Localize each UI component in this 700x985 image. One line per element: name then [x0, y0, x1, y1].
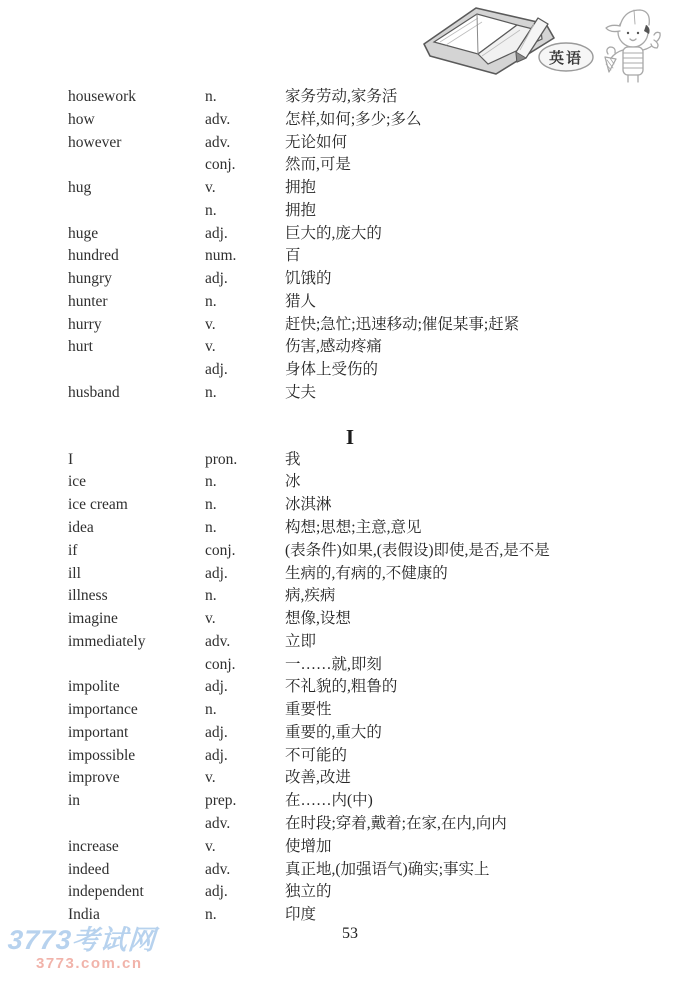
entry-pos: n.	[205, 519, 217, 537]
entry-pos: n.	[205, 496, 217, 514]
table-row	[68, 904, 632, 927]
entry-pos: v.	[205, 338, 216, 356]
entry-definition: 冰淇淋	[285, 496, 332, 514]
entry-pos: adv.	[205, 133, 231, 151]
entry-word: India	[68, 906, 100, 924]
entry-definition: 我	[285, 450, 301, 468]
entry-definition: 病,疾病	[285, 587, 336, 605]
watermark-domain: 3773.com.cn	[36, 955, 143, 972]
entry-word: importance	[68, 701, 138, 719]
table-row	[68, 859, 632, 882]
entry-pos: v.	[205, 769, 216, 787]
table-row	[68, 767, 632, 790]
entry-word: huge	[68, 224, 99, 242]
entry-definition: 独立的	[285, 883, 332, 901]
entry-definition: 伤害,感动疼痛	[285, 338, 382, 356]
entry-pos: v.	[205, 837, 216, 855]
entry-word: idea	[68, 519, 94, 537]
entry-word: ice	[68, 473, 87, 491]
entry-word: illness	[68, 587, 108, 605]
entry-word: in	[68, 792, 81, 810]
entry-definition: 生病的,有病的,不健康的	[285, 564, 448, 582]
entry-definition: 怎样,如何;多少;多么	[285, 110, 422, 128]
table-row	[68, 699, 632, 722]
table-row	[68, 154, 632, 177]
entry-word: immediately	[68, 632, 146, 650]
entry-word	[68, 200, 205, 223]
entry-definition: 构想;思想;主意,意见	[285, 519, 422, 537]
entry-definition: (表条件)如果,(表假设)即使,是否,是不是	[285, 541, 550, 559]
entry-pos: n.	[205, 88, 217, 105]
entry-word: housework	[68, 88, 137, 105]
entry-pos: n.	[205, 587, 217, 605]
entry-pos: adj.	[205, 564, 228, 582]
section-letter-header: I	[345, 424, 355, 449]
table-row	[68, 654, 632, 677]
table-row	[68, 314, 632, 337]
entry-pos: adj.	[205, 678, 228, 696]
entry-definition: 冰	[285, 473, 301, 491]
table-row	[68, 881, 632, 904]
entry-pos: adj.	[205, 723, 228, 741]
entry-word: however	[68, 133, 122, 151]
entry-pos: n.	[205, 201, 217, 219]
entry-definition: 百	[285, 247, 301, 265]
entry-pos: adj.	[205, 361, 228, 379]
entry-pos: adj.	[205, 224, 228, 242]
entry-pos: adv.	[205, 814, 231, 832]
table-row	[68, 86, 632, 109]
entry-definition: 然而,可是	[285, 156, 351, 174]
entry-definition: 重要的,重大的	[285, 723, 382, 741]
header-illustration	[420, 0, 672, 92]
entry-definition: 立即	[285, 632, 317, 650]
entry-pos: n.	[205, 473, 217, 491]
entry-word: hurry	[68, 315, 102, 333]
table-row	[68, 336, 632, 359]
entry-definition: 一……就,即刻	[285, 655, 382, 673]
entry-definition: 不可能的	[285, 746, 348, 764]
entry-pos: num.	[205, 247, 237, 265]
entry-word: hungry	[68, 270, 112, 288]
entry-definition: 不礼貌的,粗鲁的	[285, 678, 398, 696]
table-row	[68, 200, 632, 223]
table-row	[68, 359, 632, 382]
entry-word: imagine	[68, 610, 118, 628]
entry-word: increase	[68, 837, 119, 855]
entry-word	[68, 813, 205, 836]
entry-definition: 真正地,(加强语气)确实;事实上	[285, 860, 490, 878]
entry-definition: 使增加	[285, 837, 332, 855]
table-row	[68, 109, 632, 132]
table-row	[68, 745, 632, 768]
table-row	[68, 291, 632, 314]
entry-definition: 在……内(中)	[285, 792, 373, 810]
entry-pos: n.	[205, 906, 217, 924]
table-row	[68, 449, 632, 472]
table-row	[68, 563, 632, 586]
entry-word	[68, 654, 205, 677]
entry-word	[68, 359, 205, 382]
table-row	[68, 268, 632, 291]
table-row	[68, 836, 632, 859]
entry-word: impossible	[68, 746, 136, 764]
table-row	[68, 517, 632, 540]
table-row	[68, 540, 632, 563]
entry-word: if	[68, 541, 78, 559]
entry-pos: adv.	[205, 110, 231, 128]
table-row	[68, 722, 632, 745]
entry-pos: conj.	[205, 541, 236, 559]
entry-definition: 无论如何	[285, 133, 348, 151]
entry-definition: 饥饿的	[285, 270, 332, 288]
entry-definition: 猎人	[285, 292, 317, 310]
table-row	[68, 790, 632, 813]
entry-word: ice cream	[68, 496, 128, 514]
entry-word: ill	[68, 564, 81, 582]
entry-pos: prep.	[205, 792, 237, 810]
table-row	[68, 471, 632, 494]
vocabulary-list	[68, 86, 632, 927]
table-row	[68, 132, 632, 155]
entry-definition: 改善,改进	[285, 769, 351, 787]
entry-word: improve	[68, 769, 120, 787]
entry-word	[68, 154, 205, 177]
entry-definition: 赶快;急忙;迅速移动;催促某事;赶紧	[285, 315, 520, 333]
page-number: 53	[342, 925, 358, 942]
entry-definition: 身体上受伤的	[285, 361, 379, 379]
entry-word: I	[68, 450, 74, 468]
entry-word: important	[68, 723, 129, 741]
entry-pos: n.	[205, 292, 217, 310]
table-row	[68, 245, 632, 268]
english-badge	[539, 43, 593, 71]
entry-pos: v.	[205, 610, 216, 628]
badge-label: 英语	[548, 50, 584, 67]
table-row	[68, 676, 632, 699]
entry-definition: 印度	[285, 906, 317, 924]
entry-word: hundred	[68, 247, 119, 265]
entry-definition: 重要性	[285, 701, 332, 719]
entry-definition: 丈夫	[285, 383, 317, 401]
entry-definition: 巨大的,庞大的	[285, 224, 382, 242]
entry-pos: pron.	[205, 450, 238, 468]
entry-definition: 拥抱	[285, 179, 317, 197]
entry-word: hurt	[68, 338, 93, 356]
entry-definition: 拥抱	[285, 201, 317, 219]
table-row	[68, 494, 632, 517]
entry-pos: adv.	[205, 860, 231, 878]
entry-word: impolite	[68, 678, 120, 696]
table-row	[68, 608, 632, 631]
table-row	[68, 585, 632, 608]
entry-pos: n.	[205, 383, 217, 401]
entry-pos: conj.	[205, 156, 236, 174]
table-row	[68, 813, 632, 836]
entry-definition: 在时段;穿着,戴着;在家,在内,向内	[285, 814, 507, 832]
entry-word: indeed	[68, 860, 110, 878]
entry-word: hug	[68, 179, 92, 197]
entry-definition: 想像,设想	[285, 610, 351, 628]
watermark-site-name: 3773考试网	[6, 925, 157, 955]
entry-pos: adv.	[205, 632, 231, 650]
entry-pos: adj.	[205, 883, 228, 901]
entry-pos: v.	[205, 179, 216, 197]
table-row	[68, 177, 632, 200]
entry-word: hunter	[68, 292, 108, 310]
entry-word: how	[68, 110, 95, 128]
entry-pos: adj.	[205, 270, 228, 288]
boy-mascot-icon	[605, 10, 660, 82]
entry-pos: n.	[205, 701, 217, 719]
entry-word: independent	[68, 883, 144, 901]
table-row	[68, 382, 632, 405]
entry-pos: adj.	[205, 746, 228, 764]
table-row	[68, 223, 632, 246]
entry-pos: v.	[205, 315, 216, 333]
entry-definition: 家务劳动,家务活	[285, 88, 398, 105]
entry-pos: conj.	[205, 655, 236, 673]
table-row	[68, 631, 632, 654]
entry-word: husband	[68, 383, 120, 401]
